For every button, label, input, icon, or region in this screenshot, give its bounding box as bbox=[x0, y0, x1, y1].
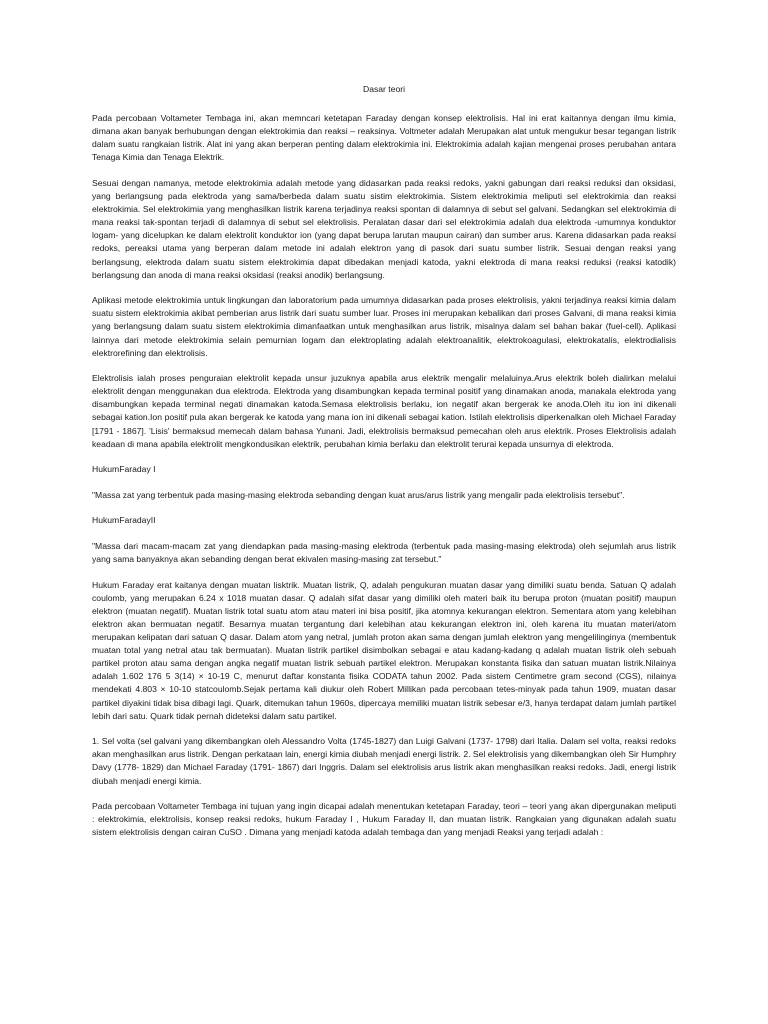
heading-hukum-faraday-1: HukumFaraday I bbox=[92, 464, 156, 475]
paragraph-hukum-faraday-2-quote: "Massa dari macam-macam zat yang diendapkan pada masing-masing elektroda (terbentuk pada masing-masing elektroda) oleh sejumlah arus listrik yang sama banyaknya akan sebanding dengan berat ekivalen masing-masing zat tersebut." bbox=[92, 541, 676, 565]
paragraph-hukum-faraday-1-quote: "Massa zat yang terbentuk pada masing-masing elektroda sebanding dengan kuat arus/arus listrik yang mengalir pada elektrolisis tersebut". bbox=[92, 489, 625, 500]
paragraph-aplikasi: Aplikasi metode elektrokimia untuk lingkungan dan laboratorium pada umumnya didasarkan pada proses elektrolisis, yakni terjadinya reaksi kimia dalam suatu sistem elektrokimia akibat pemberian arus listrik dari suatu sumber luar. Proses ini merupakan kebalikan dari proses Galvani, di mana reaksi kimia yang berlangsung dalam suatu sistem elektrokimia dimanfaatkan untuk menghasilkan arus listrik, misalnya dalam sel bahan bakar (fuel-cell). Aplikasi lainnya dari metode elektrokimia selain pemurnian logam dan elektroplating adalah elektroanalitik, elektrokoagulasi, elektrokatalis, elektrodialisis elektrorefining dan elektrolisis. bbox=[92, 295, 676, 358]
paragraph-tujuan-percobaan: Pada percobaan Voltameter Tembaga ini tujuan yang ingin dicapai adalah menentukan ketetapan Faraday, teori – teori yang akan dipergunakan meliputi : elektrokimia, elektrolisis, konsep reaksi redoks, hukum Faraday I , Hukum Faraday II, dan muatan listrik. Rangkaian yang digunakan adalah suatu sistem elektrolisis dengan cairan CuSO . Dimana yang menjadi katoda adalah tembaga dan yang menjadi Reaksi yang terjadi adalah : bbox=[92, 801, 676, 838]
document-title: Dasar teori bbox=[362, 84, 406, 94]
paragraph-muatan-listrik: Hukum Faraday erat kaitanya dengan muatan lisktrik. Muatan listrik, Q, adalah pengukuran muatan dasar yang dimiliki suatu benda. Satuan Q adalah coulomb, yang merupakan 6.24 x 1018 muatan dasar. Q adalah sifat dasar yang dimiliki oleh materi baik itu berupa proton (muatan positif) maupun elektron (muatan negatif). Muatan listrik total suatu atom atau materi ini bisa positif, jika atomnya kekurangan elektron. Sementara atom yang kelebihan elektron akan bermuatan negatif. Besarnya muatan tergantung dari kelebihan atau kekurangan elektron ini, oleh karena itu muatan materi/atom merupakan kelipatan dari satuan Q dasar. Dalam atom yang netral, jumlah proton akan sama dengan jumlah elektron yang mengelilinginya (membentuk muatan total yang netral atau tak bermuatan). Muatan listrik partikel disimbolkan sebagai e atau kadang-kadang q adalah muatan listrik oleh sebuah partikel proton atau sama dengan angka negatif muatan listrik sebuah partikel elektron. Merupakan konstanta fisika dan satuan muatan listrik.Nilainya adalah 1.602 176 5 3(14) × 10-19 C, menurut daftar konstanta fisika CODATA tahun 2002. Pada sistem Centimetre gram second (CGS), nilainya mendekati 4.803 × 10-10 statcoulomb.Sejak pertama kali diukur oleh Robert Millikan pada percobaan tetes-minyak pada tahun 1909, muatan dasar partikel diyakini tidak bisa dibagi lagi. Quark, ditemukan tahun 1960s, dipercaya memiliki muatan listrik sebesar e/3, hanya terdapat dalam jumlah partikel lebih dari satu. Quark tidak pernah dideteksi dalam satu partikel. bbox=[92, 579, 676, 721]
paragraph-sel-volta-elektrolisis: 1. Sel volta (sel galvani yang dikembangkan oleh Alessandro Volta (1745-1827) dan Luigi Galvani (1737- 1798) dari Italia. Dalam sel volta, reaksi redoks akan menghasilkan arus listrik. Dengan perkataan lain, energi kimia diubah menjadi energi listrik. 2. Sel elektrolisis yang dikembangkan oleh Sir Humphry Davy (1778- 1829) dan Michael Faraday (1791- 1867) dari Inggris. Dalam sel elektrolisis arus listrik akan menghasilkan reaksi redoks. Jadi, energi listrik diubah menjadi energi kimia. bbox=[92, 736, 676, 786]
heading-hukum-faraday-2: HukumFaradayII bbox=[92, 515, 156, 526]
paragraph-intro: Pada percobaan Voltameter Tembaga ini, akan memncari ketetapan Faraday dengan konsep elektrolisis. Hal ini erat kaitannya dengan ilmu kimia, dimana akan banyak berhubungan dengan elektrokimia dan reaksi – reaksinya. Voltmeter adalah Merupakan alat untuk mengukur besar tegangan listrik dalam suatu rangkaian listrik. Alat ini yang akan berperan penting dalam elektrokimia ini. Elektrokimia adalah kajian mengenai proses perubahan antara Tenaga Kimia dan Tenaga Elektrik. bbox=[92, 113, 676, 163]
paragraph-metode-elektrokimia: Sesuai dengan namanya, metode elektrokimia adalah metode yang didasarkan pada reaksi redoks, yakni gabungan dari reaksi reduksi dan oksidasi, yang berlangsung pada elektroda yang sama/berbeda dalam suatu sistim elektrokimia. Sistem elektrokimia meliputi sel elektrokimia dan reaksi elektrokimia. Sel elektrokimia yang menghasilkan listrik karena terjadinya reaksi spontan di dalamnya di sebut sel galvani. Sedangkan sel elektrokimia di mana reaksi tak-spontan terjadi di dalamnya di sebut sel elektrolisis. Peralatan dasar dari sel elektrokimia adalah dua elektroda -umumnya konduktor logam- yang dicelupkan ke dalam elektrolit konduktor ion (yang dapat berupa larutan maupun cairan) dan sumber arus. Karena didasarkan pada reaksi redoks, pereaksi utama yang berperan dalam metode ini adalah elektron yang di pasok dari suatu sumber listrik. Sesuai dengan reaksi yang berlangsung, elektroda dalam suatu sistem elektrokimia dapat dibedakan menjadi katoda, yakni elektroda di mana reaksi reduksi (reaksi katodik) berlangsung dan anoda di mana reaksi oksidasi (reaksi anodik) berlangsung. bbox=[92, 177, 676, 280]
paragraph-elektrolisis: Elektrolisis ialah proses penguraian elektrolit kepada unsur juzuknya apabila arus elektrik mengalir melaluinya.Arus elektrik boleh dialirkan melalui elektrolit dengan menggunakan dua elektroda. Elektroda yang disambungkan kepada terminal positif yang dinamakan anoda, manakala elektroda yang disambungkan kepada terminal negati dinamakan katoda.Semasa elektrolisis berlaku, ion negatif akan bergerak ke anoda.Oleh itu ion ini dikenali sebagai kation.Ion positif pula akan bergerak ke katoda yang mana ion ini dikenali sebagai kation. Istilah elektrolisis diperkenalkan oleh Michael Faraday [1791 - 1867]. 'Lisis' bermaksud memecah dalam bahasa Yunani. Jadi, elektrolisis bermaksud pemecahan oleh arus elektrik. Proses Elektrolisis adalah keadaan di mana apabila elektrolit mengkondusikan elektrik, perubahan kimia berlaku dan elektrolit terurai kepada unsurnya di elektroda. bbox=[92, 373, 676, 449]
